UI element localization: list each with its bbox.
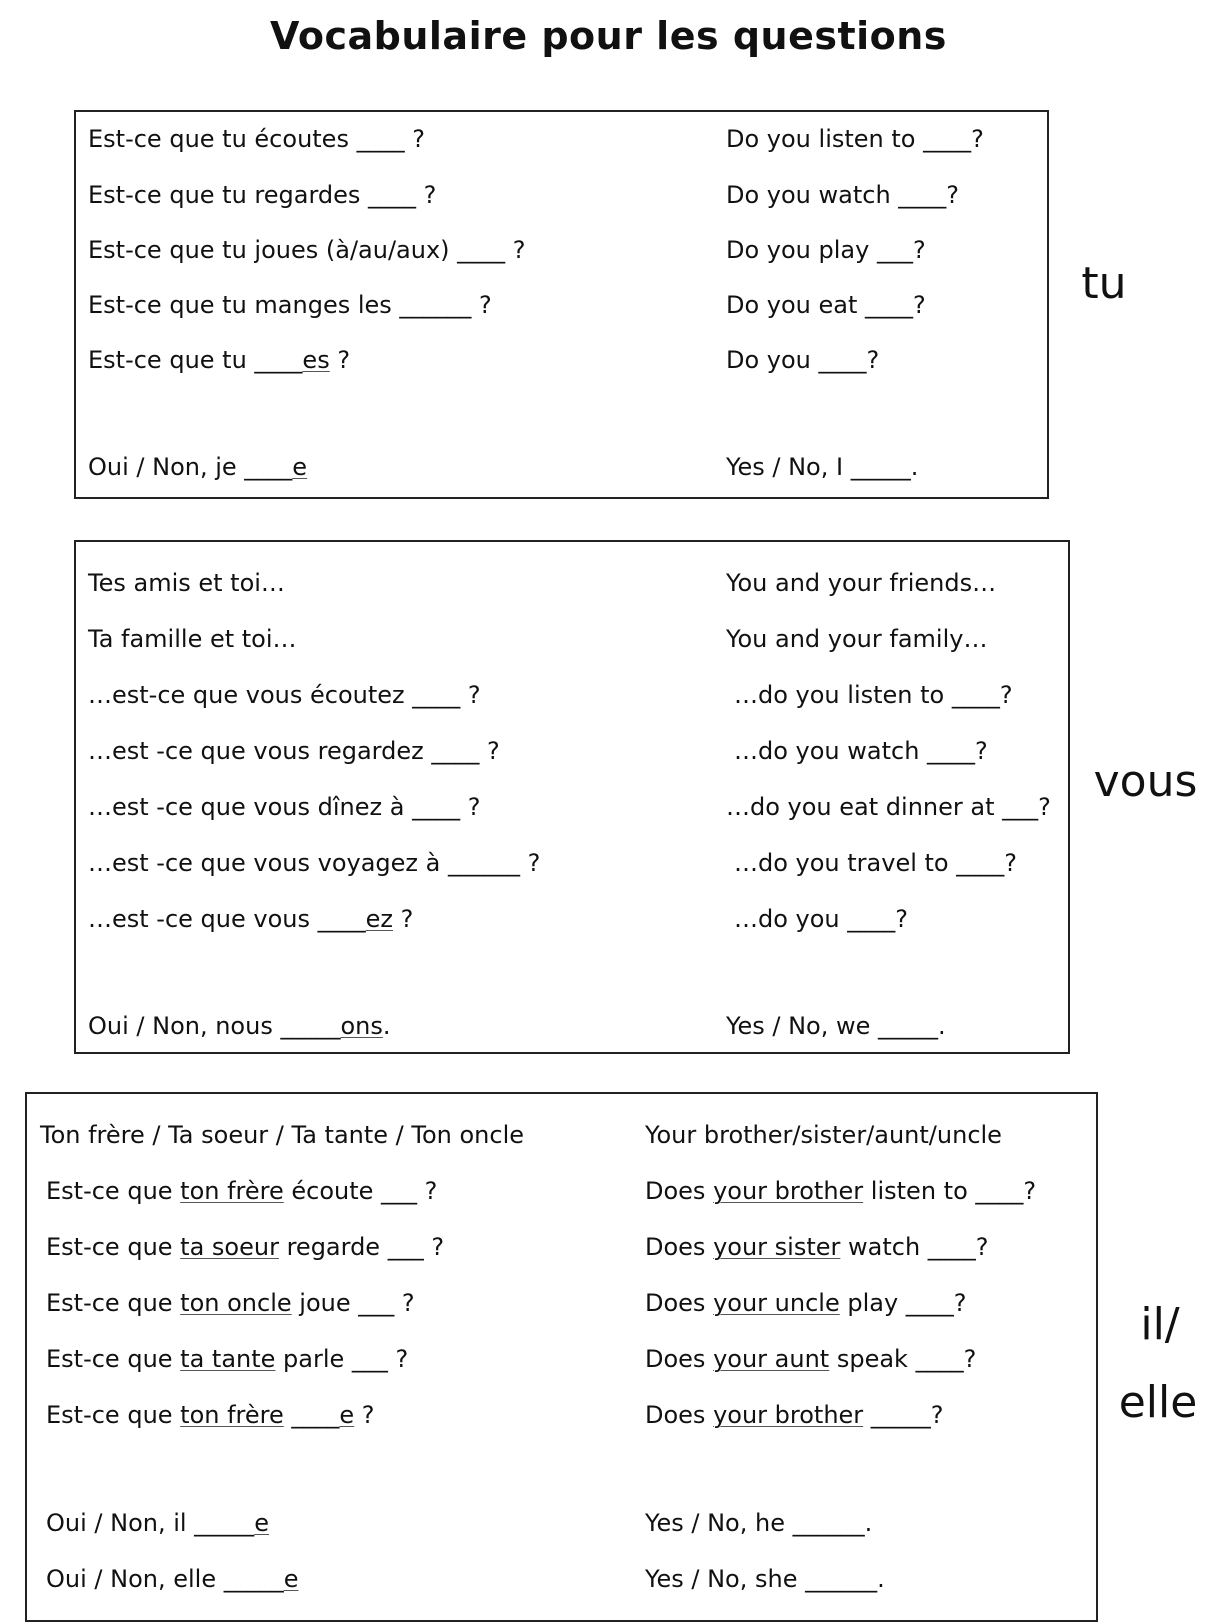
vous-en-q4: …do you travel to ____? [734, 849, 1017, 877]
ile-fr-q3-post: joue ___ ? [291, 1289, 415, 1317]
tu-en-q4: Do you eat ____? [726, 291, 926, 319]
ile-fr-q2-prefix: Est-ce que [46, 1233, 181, 1261]
ile-fr-answer-il-ending: e [254, 1509, 269, 1537]
ile-en-q4-does: Does [645, 1345, 714, 1373]
ile-en-q2 [645, 1232, 989, 1262]
ile-en-q1-subject: your brother [713, 1177, 864, 1205]
vous-fr-intro1: Tes amis et toi… [88, 569, 285, 597]
ile-en-q5-post: _____? [863, 1401, 944, 1429]
ile-en-q5-subject: your brother [713, 1401, 864, 1429]
ile-en-q4-subject: your aunt [713, 1345, 830, 1373]
ile-en-q2-does: Does [645, 1233, 714, 1261]
ile-fr-q5-subject: ton frère [180, 1401, 284, 1429]
ile-fr-q4-post: parle ___ ? [275, 1345, 409, 1373]
side-label-vous: vous [1093, 756, 1198, 807]
side-label-tu: tu [1081, 258, 1127, 309]
ile-en-q3-does: Does [645, 1289, 714, 1317]
vous-fr-q5-pre: …est -ce que vous ____ [88, 905, 366, 933]
ile-fr-q2 [46, 1232, 444, 1262]
ile-en-q4-post: speak ____? [829, 1345, 977, 1373]
tu-fr-q3: Est-ce que tu joues (à/au/aux) ____ ? [88, 236, 526, 264]
ile-fr-q5-post: ? [354, 1401, 375, 1429]
ile-en-q1-post: listen to ____? [863, 1177, 1037, 1205]
ile-en-q5-does: Does [645, 1401, 714, 1429]
ile-fr-answer-elle-ending: e [283, 1565, 299, 1593]
vous-fr-q2: …est -ce que vous regardez ____ ? [88, 737, 500, 765]
vous-en-q2: …do you watch ____? [734, 737, 988, 765]
tu-fr-q5 [88, 345, 350, 375]
vous-fr-answer-pre: Oui / Non, nous _____ [88, 1012, 341, 1040]
tu-fr-q2: Est-ce que tu regardes ____ ? [88, 181, 437, 209]
vous-fr-q3: …est -ce que vous dînez à ____ ? [88, 793, 481, 821]
ile-en-q1-does: Does [645, 1177, 714, 1205]
vous-fr-answer-post: . [382, 1012, 391, 1040]
tu-fr-q1: Est-ce que tu écoutes ____ ? [88, 125, 425, 153]
vous-en-q3: …do you eat dinner at ___? [726, 793, 1051, 821]
ile-fr-q1-prefix: Est-ce que [46, 1177, 181, 1205]
ile-fr-q5 [46, 1400, 375, 1430]
ile-fr-q5-mid: ____ [283, 1401, 340, 1429]
ile-fr-intro: Ton frère / Ta soeur / Ta tante / Ton oncle [40, 1121, 525, 1149]
side-label-elle: elle [1118, 1377, 1198, 1428]
ile-fr-q3 [46, 1288, 415, 1318]
tu-fr-answer-pre: Oui / Non, je ____ [88, 453, 293, 481]
vous-fr-q4: …est -ce que vous voyagez à ______ ? [88, 849, 541, 877]
ile-fr-answer-il [46, 1508, 269, 1538]
ile-en-q4 [645, 1344, 976, 1374]
vous-fr-q1: …est-ce que vous écoutez ____ ? [88, 681, 481, 709]
tu-fr-q5-ending: es [302, 346, 330, 374]
ile-fr-q3-subject: ton oncle [180, 1289, 292, 1317]
ile-en-q5 [645, 1400, 944, 1430]
ile-fr-q1-post: écoute ___ ? [283, 1177, 438, 1205]
vous-fr-q5-ending: ez [365, 905, 394, 933]
tu-en-answer: Yes / No, I _____. [726, 453, 919, 481]
ile-fr-q4-subject: ta tante [180, 1345, 276, 1373]
tu-fr-answer [88, 452, 307, 482]
vous-en-q5: …do you ____? [734, 905, 909, 933]
ile-en-intro: Your brother/sister/aunt/uncle [645, 1121, 1002, 1149]
vous-fr-q5-post: ? [393, 905, 414, 933]
ile-fr-answer-elle-pre: Oui / Non, elle _____ [46, 1565, 284, 1593]
vous-fr-intro2: Ta famille et toi… [88, 625, 297, 653]
ile-en-answer-he: Yes / No, he ______. [645, 1509, 873, 1537]
ile-en-q3-post: play ____? [839, 1289, 967, 1317]
tu-en-q1: Do you listen to ____? [726, 125, 984, 153]
vous-en-q1: …do you listen to ____? [734, 681, 1013, 709]
ile-en-q2-subject: your sister [713, 1233, 841, 1261]
vous-en-answer: Yes / No, we _____. [726, 1012, 946, 1040]
tu-fr-q5-pre: Est-ce que tu ____ [88, 346, 303, 374]
ile-fr-answer-il-pre: Oui / Non, il _____ [46, 1509, 255, 1537]
page-title: Vocabulaire pour les questions [270, 14, 947, 58]
vous-fr-q5 [88, 904, 413, 934]
ile-en-q3 [645, 1288, 967, 1318]
tu-en-q5: Do you ____? [726, 346, 880, 374]
ile-fr-q2-subject: ta soeur [180, 1233, 279, 1261]
ile-fr-q4 [46, 1344, 408, 1374]
ile-fr-answer-elle [46, 1564, 298, 1594]
ile-en-q3-subject: your uncle [713, 1289, 840, 1317]
ile-en-answer-she: Yes / No, she ______. [645, 1565, 885, 1593]
ile-fr-q5-prefix: Est-ce que [46, 1401, 181, 1429]
ile-fr-q4-prefix: Est-ce que [46, 1345, 181, 1373]
vous-fr-answer [88, 1011, 391, 1041]
vous-fr-answer-ending: ons [340, 1012, 383, 1040]
ile-en-q2-post: watch ____? [840, 1233, 989, 1261]
tu-fr-q5-post: ? [329, 346, 351, 374]
ile-fr-q1 [46, 1176, 437, 1206]
ile-fr-q1-subject: ton frère [180, 1177, 284, 1205]
ile-fr-q3-prefix: Est-ce que [46, 1289, 181, 1317]
ile-fr-q5-ending: e [339, 1401, 355, 1429]
side-label-il: il/ [1140, 1299, 1180, 1350]
vous-en-intro1: You and your friends… [726, 569, 997, 597]
tu-fr-q4: Est-ce que tu manges les ______ ? [88, 291, 492, 319]
ile-en-q1 [645, 1176, 1036, 1206]
vous-en-intro2: You and your family… [726, 625, 988, 653]
ile-fr-q2-post: regarde ___ ? [278, 1233, 445, 1261]
tu-en-q2: Do you watch ____? [726, 181, 960, 209]
tu-en-q3: Do you play ___? [726, 236, 926, 264]
tu-fr-answer-ending: e [292, 453, 308, 481]
